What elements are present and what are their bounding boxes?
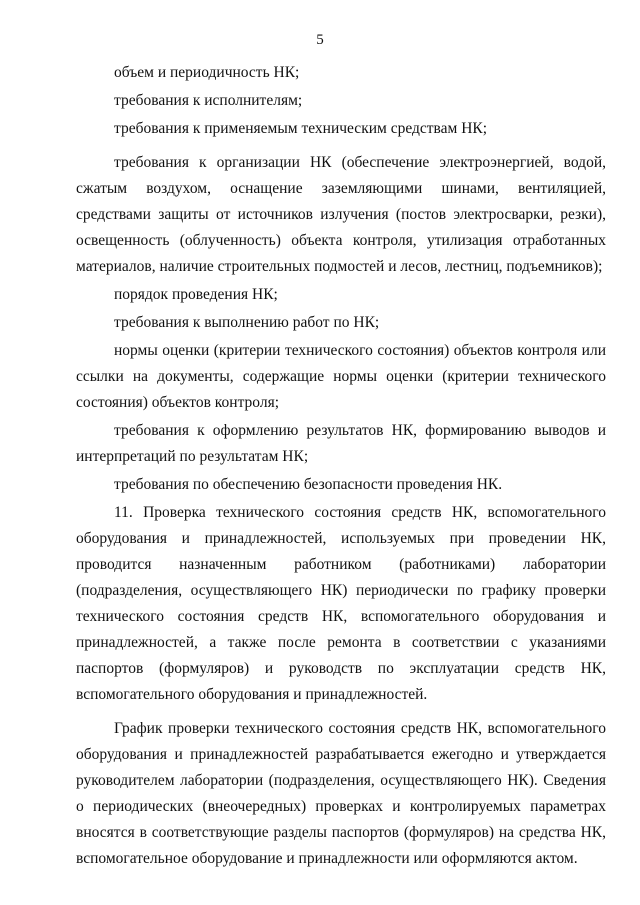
- paragraph-technical-means-requirements: требования к применяемым техническим средствам НК;: [114, 120, 488, 137]
- paragraph-personnel-requirements: требования к исполнителям;: [114, 92, 303, 109]
- page-number: 5: [316, 32, 324, 48]
- paragraph-inspection-schedule: График проверки технического состояния средств НК, вспомогательного оборудования и принадлежностей разрабатывается ежегодно и утверждается руководителем лаборатории (подразделения, осуществляющего НК). Сведения о периодических (внеочередных) проверках и контролируемых параметрах вносятся в соответствующие разделы паспортов (формуляров) на средства НК, вспомогательное оборудование и принадлежности или оформляются актом.: [76, 720, 606, 867]
- paragraph-item-11: 11. Проверка технического состояния средств НК, вспомогательного оборудования и принадлежностей, используемых при проведении НК, проводится назначенным работником (работниками) лаборатории (подразделения, осуществляющего НК) периодически по графику проверки технического состояния средств НК, вспомогательного оборудования и принадлежностей, а также после ремонта в соответствии с указаниями паспортов (формуляров) и руководств по эксплуатации средств НК, вспомогательного оборудования и принадлежностей.: [76, 504, 606, 703]
- paragraph-safety-requirements: требования по обеспечению безопасности проведения НК.: [114, 476, 503, 493]
- paragraph-work-requirements: требования к выполнению работ по НК;: [114, 314, 380, 331]
- document-body: [76, 60, 606, 872]
- paragraph-results-formatting: требования к оформлению результатов НК, формированию выводов и интерпретаций по результатам НК;: [76, 422, 606, 465]
- paragraph-scope-periodicity: объем и периодичность НК;: [114, 64, 300, 81]
- paragraph-procedure: порядок проведения НК;: [114, 286, 278, 303]
- paragraph-organization-requirements: требования к организации НК (обеспечение электроэнергией, водой, сжатым воздухом, оснащение заземляющими шинами, вентиляцией, средствами защиты от источников излучения (постов электросварки, резки), освещенность (облученность) объекта контроля, утилизация отработанных материалов, наличие строительных подмостей и лесов, лестниц, подъемников);: [76, 154, 606, 275]
- paragraph-evaluation-norms: нормы оценки (критерии технического состояния) объектов контроля или ссылки на документы, содержащие нормы оценки (критерии технического состояния) объектов контроля;: [76, 342, 606, 411]
